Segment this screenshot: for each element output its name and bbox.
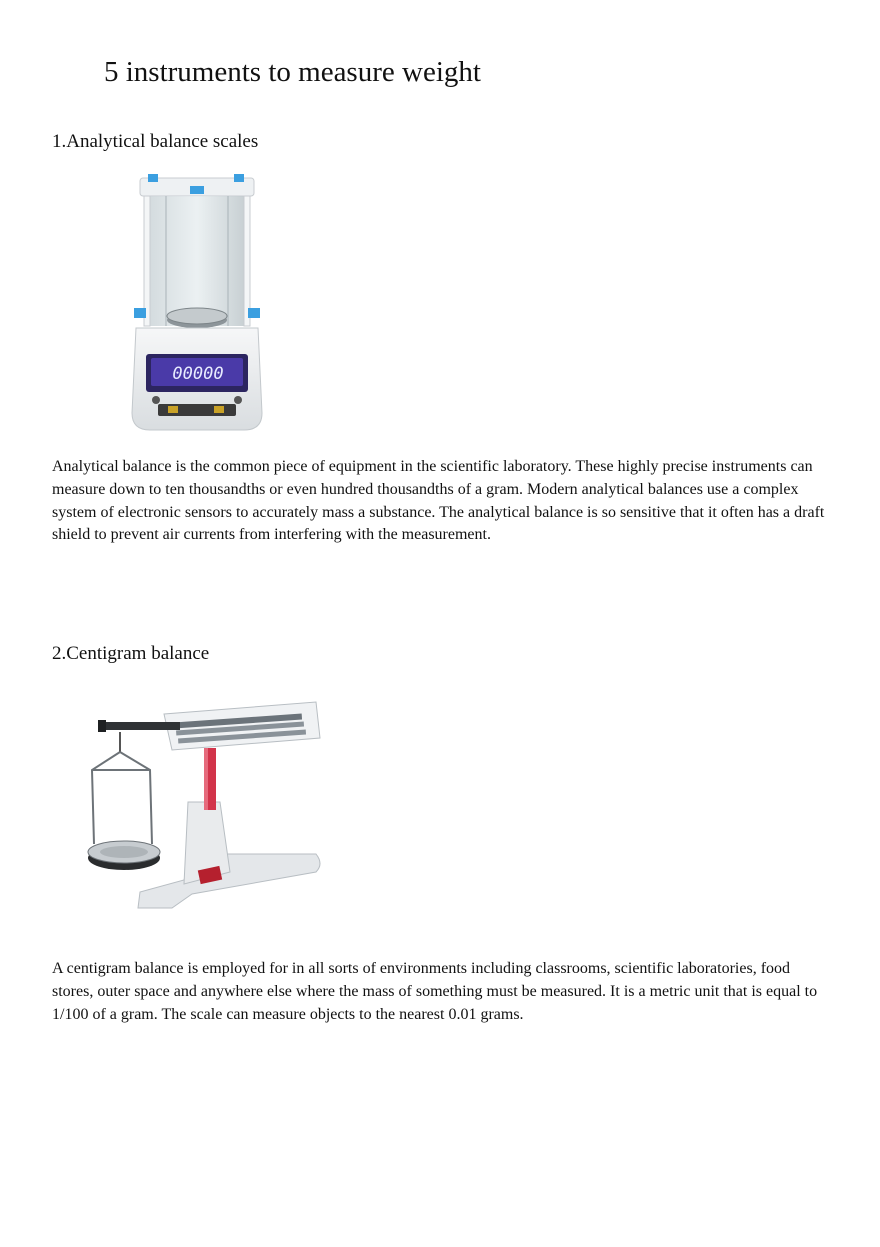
centigram-balance-description: A centigram balance is employed for in all sorts of environments including classrooms, scientific laboratories, food stores, outer space and anywhere else where the mass of something must be measured. It is a metric unit that is equal to 1/100 of a gram. The scale can measure objects to the nearest 0.01 grams. (52, 960, 818, 1023)
analytical-balance-image (126, 168, 268, 434)
section-heading-centigram-balance: 2.Centigram balance (52, 643, 210, 664)
page-title: 5 instruments to measure weight (104, 56, 481, 88)
section-heading-analytical-balance: 1.Analytical balance scales (52, 131, 259, 152)
analytical-balance-description: Analytical balance is the common piece of equipment in the scientific laboratory. These highly precise instruments can measure down to ten thousandths or even hundred thousandths of a gram. Modern analytical balances use a complex system of electronic sensors to accurately mass a substance. The analytical balance is so sensitive that it often has a draft shield to prevent air currents from interfering with the measurement. (52, 458, 825, 544)
centigram-balance-image (80, 694, 328, 914)
balance-display-readout: 00000 (172, 364, 224, 384)
